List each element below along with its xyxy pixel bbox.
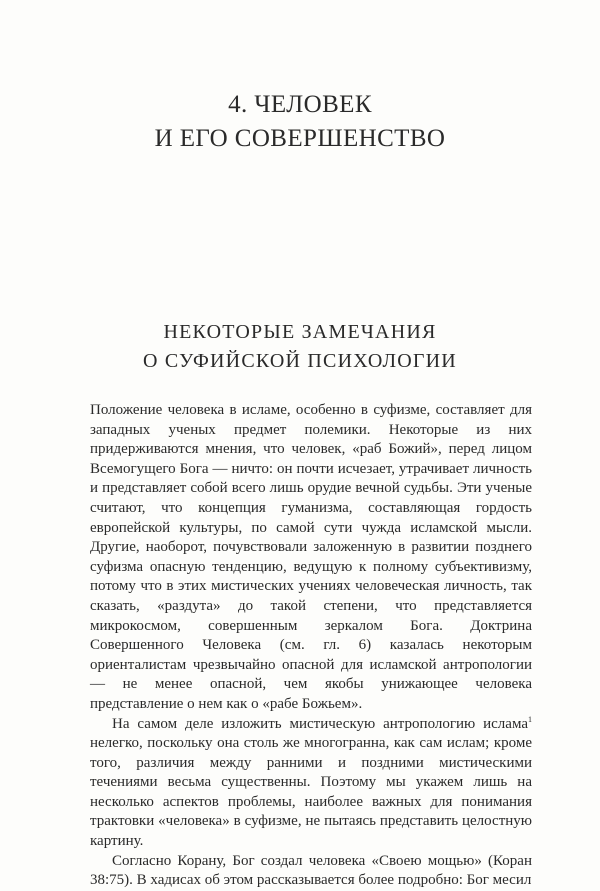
footnote-marker[interactable]: 1 [528, 714, 532, 724]
body-text [90, 401, 532, 891]
section-title-line-1: НЕКОТОРЫЕ ЗАМЕЧАНИЯ [163, 321, 437, 343]
paragraph-2-end: нелегко, поскольку она столь же многогранна, как сам ислам; кроме того, различия между ранними и поздними мистическими течениями весьма существенны. Поэтому мы укажем лишь на несколько аспектов проблемы, наиболее важных для понимания трактовки «человека» в суфизме, не пытаясь представить целостную картину. [90, 735, 532, 850]
paragraph-3: Согласно Корану, Бог создал человека «Своею мощью» (Коран 38:75). В хадисах об этом рассказывается более подробно: Бог месил [90, 852, 532, 889]
paragraph-2-start: На самом деле изложить мистическую антропологию ислама [112, 715, 528, 732]
section-title [0, 318, 600, 376]
section-title-line-2: О СУФИЙСКОЙ ПСИХОЛОГИИ [143, 350, 457, 372]
paragraph-1: Положение человека в исламе, особенно в суфизме, составляет для западных ученых предмет полемики. Некоторые из них придерживаются мнения, что человек, «раб Божий», перед лицом Всемогущего Бога — ничто: он почти исчезает, утрачивает личность и представляет собой всего лишь орудие вечной судьбы. Эти ученые считают, что концепция гуманизма, составляющая гордость европейской культуры, по самой сути чужда исламской мысли. Другие, наоборот, почувствовали заложенную в развитии позднего суфизма опасную тенденцию, ведущую к полному субъективизму, потому что в этих мистических учениях человеческая личность, так сказать, «раздута» до такой степени, что представляется микрокосмом, совершенным зеркалом Бога. Доктрина Совершенного Человека (см. гл. 6) казалась некоторым ориенталистам чрезвычайно опасной для исламской антропологии — не менее опасной, чем якобы унижающее человека представление о нем как о «рабе Божьем». [90, 402, 532, 712]
chapter-title [0, 88, 600, 156]
chapter-title-line-1: 4. ЧЕЛОВЕК [228, 91, 372, 118]
paragraph-2 [90, 715, 532, 852]
chapter-title-line-2: И ЕГО СОВЕРШЕНСТВО [154, 125, 446, 152]
